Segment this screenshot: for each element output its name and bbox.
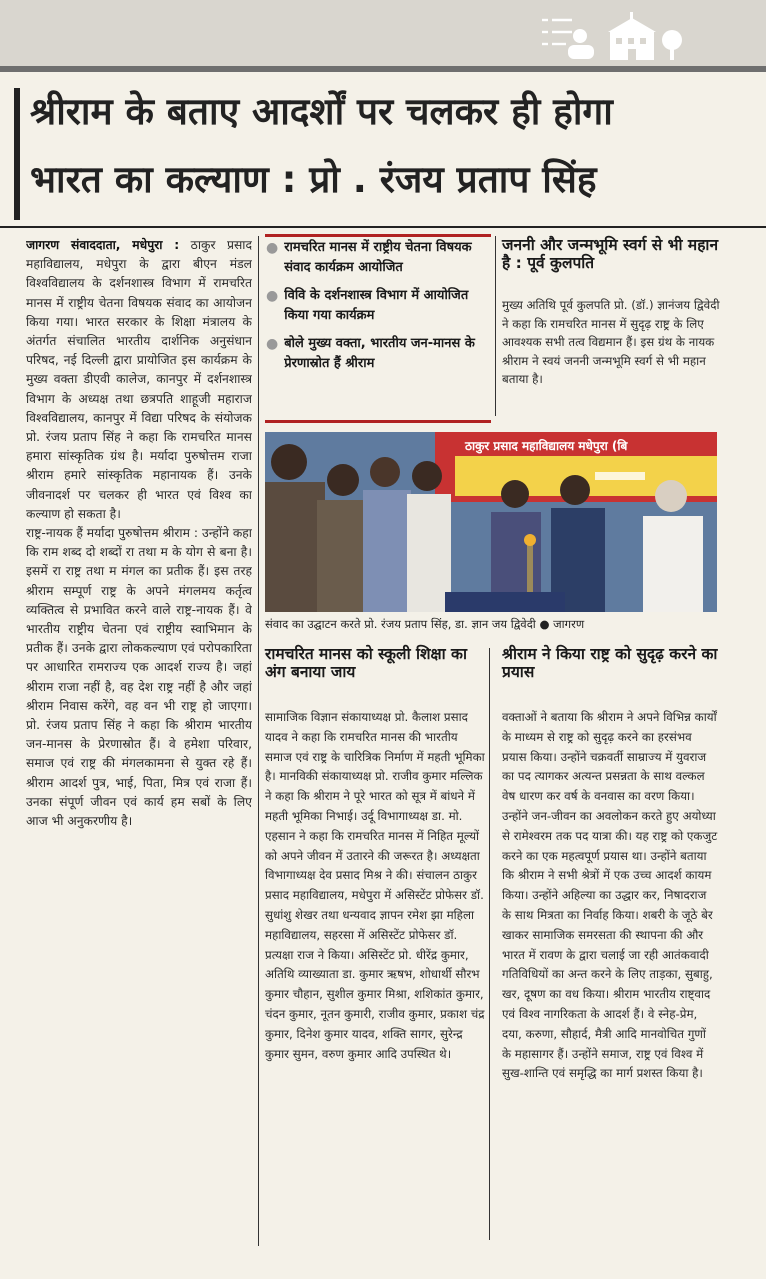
column-divider-bottom-right bbox=[489, 648, 490, 1240]
highlight-text: बोले मुख्य वक्ता, भारतीय जन-मानस के प्रेरणास्रोत हैं श्रीराम bbox=[284, 336, 475, 371]
right-text: वक्ताओं ने बताया कि श्रीराम ने अपने विभिन्न कार्यों के माध्यम से राष्ट्र को सुदृढ़ करने का हरसंभव प्रयास किया। उन्होंने चक्रवर्ती साम्राज्य में युवराज का पद त्यागकर अत्यन्त प्रसन्नता के साथ वल्कल वेष धारण कर वर्ष के वनवास का वरण किया। उन्होंने जन-जीवन का अवलोकन करते हुए अयोध्या से रामेश्वरम तक पद यात्रा की। यह राष्ट्र को एकजुट करने का एक महत्वपूर्ण प्रयास था। उन्होंने बताया कि श्रीराम ने सभी श्रेत्रों में एक उच्च आदर्श कायम किया। उन्होंने अहिल्या का उद्धार कर, निषादराज के साथ मित्रता का निर्वाह किया। शबरी के जूठे बेर खाकर सामाजिक समरसता की स्थापना की और भारत में रावण के द्वारा चलाई जा रही आतंकवादी गतिविधियों का अन्त करने के लिए ताड़का, सुबाहु, खर, दूषण का वध किया। श्रीराम भारतीय राष्ट्वाद एवं विश्व नागरिकता के आदर्श हैं। वे स्नेह-प्रेम, दया, करुणा, सौहार्द, मैत्री आदि मानवोचित गुणों के महासागर हैं। उन्होंने समाज, राष्ट्र एवं विश्व में सुख-शान्ति एवं समृद्धि का मार्ग प्रशस्त किया है। bbox=[502, 710, 718, 1081]
bullet-icon: ● bbox=[266, 288, 279, 304]
column-divider-top-right bbox=[495, 236, 496, 416]
photo-credit: जागरण bbox=[553, 617, 585, 631]
credit-dot-icon: ● bbox=[539, 617, 554, 631]
highlight-item bbox=[266, 334, 492, 374]
dateline: जागरण संवाददाता, मधेपुरा : bbox=[26, 238, 180, 252]
photo-caption-text: संवाद का उद्घाटन करते प्रो. रंजय प्रताप सिंह, डा. ज्ञान जय द्विवेदी bbox=[265, 617, 536, 631]
highlights-top-rule bbox=[265, 234, 491, 237]
highlight-text: विवि के दर्शनशास्त्र विभाग में आयोजित किया गया कार्यक्रम bbox=[284, 288, 469, 323]
banner-text: ठाकुर प्रसाद महाविद्यालय मधेपुरा (बि bbox=[465, 439, 628, 453]
left-column bbox=[26, 236, 252, 1248]
bullet-icon: ● bbox=[266, 336, 279, 352]
highlights-bottom-rule bbox=[265, 420, 491, 423]
checklist-icon bbox=[542, 20, 572, 44]
column-divider-left bbox=[258, 236, 259, 1246]
event-photo bbox=[265, 432, 717, 612]
school-building-icon bbox=[608, 12, 656, 60]
highlight-text: रामचरित मानस में राष्ट्रीय चेतना विषयक संवाद कार्यक्रम आयोजित bbox=[284, 240, 472, 275]
left-paragraph-2: राष्ट्र-नायक हैं मर्यादा पुरुषोत्तम श्रीराम : उन्होंने कहा कि राम शब्द दो शब्दों रा तथा म के योग से बना है। इसमें रा राष्ट्र तथा म मंगल का प्रतीक हैं। इस तरह श्रीराम सम्पूर्ण राष्ट्र के अपने मंगलमय कर्तृत्व व्यक्तित्व से प्रभावित करने वाले राष्ट्र-नायक हैं। वे भारतीय राष्ट्रीय चेतना एवं राष्ट्रीय स्वाभिमान के प्रतीक हैं। उनके द्वारा लोककल्याण एवं परोपकारिता पर आधारित रामराज्य एक आदर्श राज्य है। जहां श्रीराम राजा नहीं है, वह देश राष्ट्र नहीं है और जहां श्रीराम निवास करेंगे, वह वन भी राष्ट्र हो जाएगा। प्रो. रंजय प्रताप सिंह ने कहा कि श्रीराम भारतीय जन-मानस के प्रेरणास्रोत हैं। वे हमेशा परिवार, समाज एवं राष्ट्र की मंगलकामना से युक्त रहे हैं। श्रीराम आदर्श पुत्र, भाई, पिता, मित्र एवं राजा हैं। उनका संपूर्ण जीवन एवं कार्य हम सबों के लिए आज भी अनुकरणीय है। bbox=[26, 526, 252, 829]
highlight-item bbox=[266, 286, 492, 326]
highlights-list bbox=[266, 238, 492, 408]
left-paragraph-1 bbox=[26, 236, 252, 524]
tree-icon bbox=[662, 30, 682, 60]
photo-illustration bbox=[265, 432, 717, 612]
middle-heading: रामचरित मानस को स्कूली शिक्षा का अंग बनाया जाय bbox=[265, 645, 467, 682]
middle-text: सामाजिक विज्ञान संकायाध्यक्ष प्रो. कैलाश प्रसाद यादव ने कहा कि रामचरित मानस की भारतीय समाज एवं राष्ट्र के चारित्रिक निर्माण में महती भूमिका है। मानविकी संकायाध्यक्ष प्रो. राजीव कुमार मल्लिक ने कहा कि श्रीराम ने पूरे भारत को सूत्र में बांधने में महती भूमिका निभाई। उर्दू विभागाध्यक्ष डा. मो. एहसान ने कहा कि रामचरित मानस में निहित मूल्यों को अपने जीवन में उतारने की जरूरत है। अध्यक्षता विभागाध्यक्ष देव प्रसाद मिश्र ने की। संचालन ठाकुर प्रसाद महाविद्यालय, मधेपुरा में असिस्टेंट प्रोफेसर डॉ. सुधांशु शेखर तथा धन्यवाद ज्ञापन रमेश झा महिला महाविद्यालय, सहरसा में असिस्टेंट प्रोफेसर डॉ. प्रत्यक्षा राज ने किया। असिस्टेंट प्रो. धीरेंद्र कुमार, अतिथि व्याख्याता डा. कुमार ऋषभ, शोधार्थी सौरभ कुमार चौहान, सुशील कुमार मिश्रा, शशिकांत कुमार, चंदन कुमार, नूतन कुमारी, राजीव कुमार, प्रकाश चंद्र कुमार, दिनेश कुमार यादव, शक्ति सागर, सुरेन्द्र कुमार सुमन, वरुण कुमार आदि उपस्थित थे। bbox=[265, 710, 485, 1061]
right-heading: श्रीराम ने किया राष्ट्र को सुदृढ़ करने का प्रयास bbox=[502, 645, 718, 682]
left-paragraph-1-text: ठाकुर प्रसाद महाविद्यालय, मधेपुरा के द्वारा बीएन मंडल विश्वविद्यालय के दर्शनशास्त्र विभाग में रामचरित मानस में राष्ट्रीय चेतना विषयक संवाद का आयोजन किया गया। भारत सरकार के शिक्षा मंत्रालय के अंतर्गत संचालित भारतीय दार्शनिक अनुसंधान परिषद, नई दिल्ली द्वारा प्रायोजित इस कार्यक्रम के मुख्य वक्ता डीएवी कालेज, कानपुर में दर्शनशास्त्र विभाग के अध्यक्ष तथा छत्रपति शाहूजी महाराज विश्वविद्यालय, कानपुर में विद्या परिषद के संयोजक प्रो. रंजय प्रताप सिंह ने कहा कि रामचरित मानस हमारा सांस्कृतिक ग्रंथ है। मर्यादा पुरुषोत्तम राजा श्रीराम हमारे सांस्कृतिक महानायक हैं। उनके जीवनादर्श पर चलकर ही भारत एवं विश्व का कल्याण हो सकता है। bbox=[26, 238, 252, 521]
person-icon bbox=[568, 29, 594, 59]
highlight-item bbox=[266, 238, 492, 278]
headline-line-2: भारत का कल्याण : प्रो . रंजय प्रताप सिंह bbox=[30, 158, 597, 201]
photo-caption bbox=[265, 615, 717, 633]
topbar-icon-group bbox=[538, 12, 688, 64]
bullet-icon: ● bbox=[266, 240, 279, 256]
sidebar-text: मुख्य अतिथि पूर्व कुलपति प्रो. (डॉ.) ज्ञानंजय द्विवेदी ने कहा कि रामचरित मानस में सुदृढ़ राष्ट्र के लिए आवश्यक सभी तत्व विद्यमान हैं। इस ग्रंथ के नायक श्रीराम ने स्वयं जननी जन्मभूमि स्वर्ग से भी महान बताया है। bbox=[502, 298, 720, 386]
sidebar-heading: जननी और जन्मभूमि स्वर्ग से भी महान है : पूर्व कुलपति bbox=[502, 236, 719, 273]
top-banner bbox=[0, 0, 766, 72]
headline-line-1: श्रीराम के बताए आदर्शों पर चलकर ही होगा bbox=[30, 90, 613, 133]
headline-accent-bar bbox=[14, 88, 20, 220]
